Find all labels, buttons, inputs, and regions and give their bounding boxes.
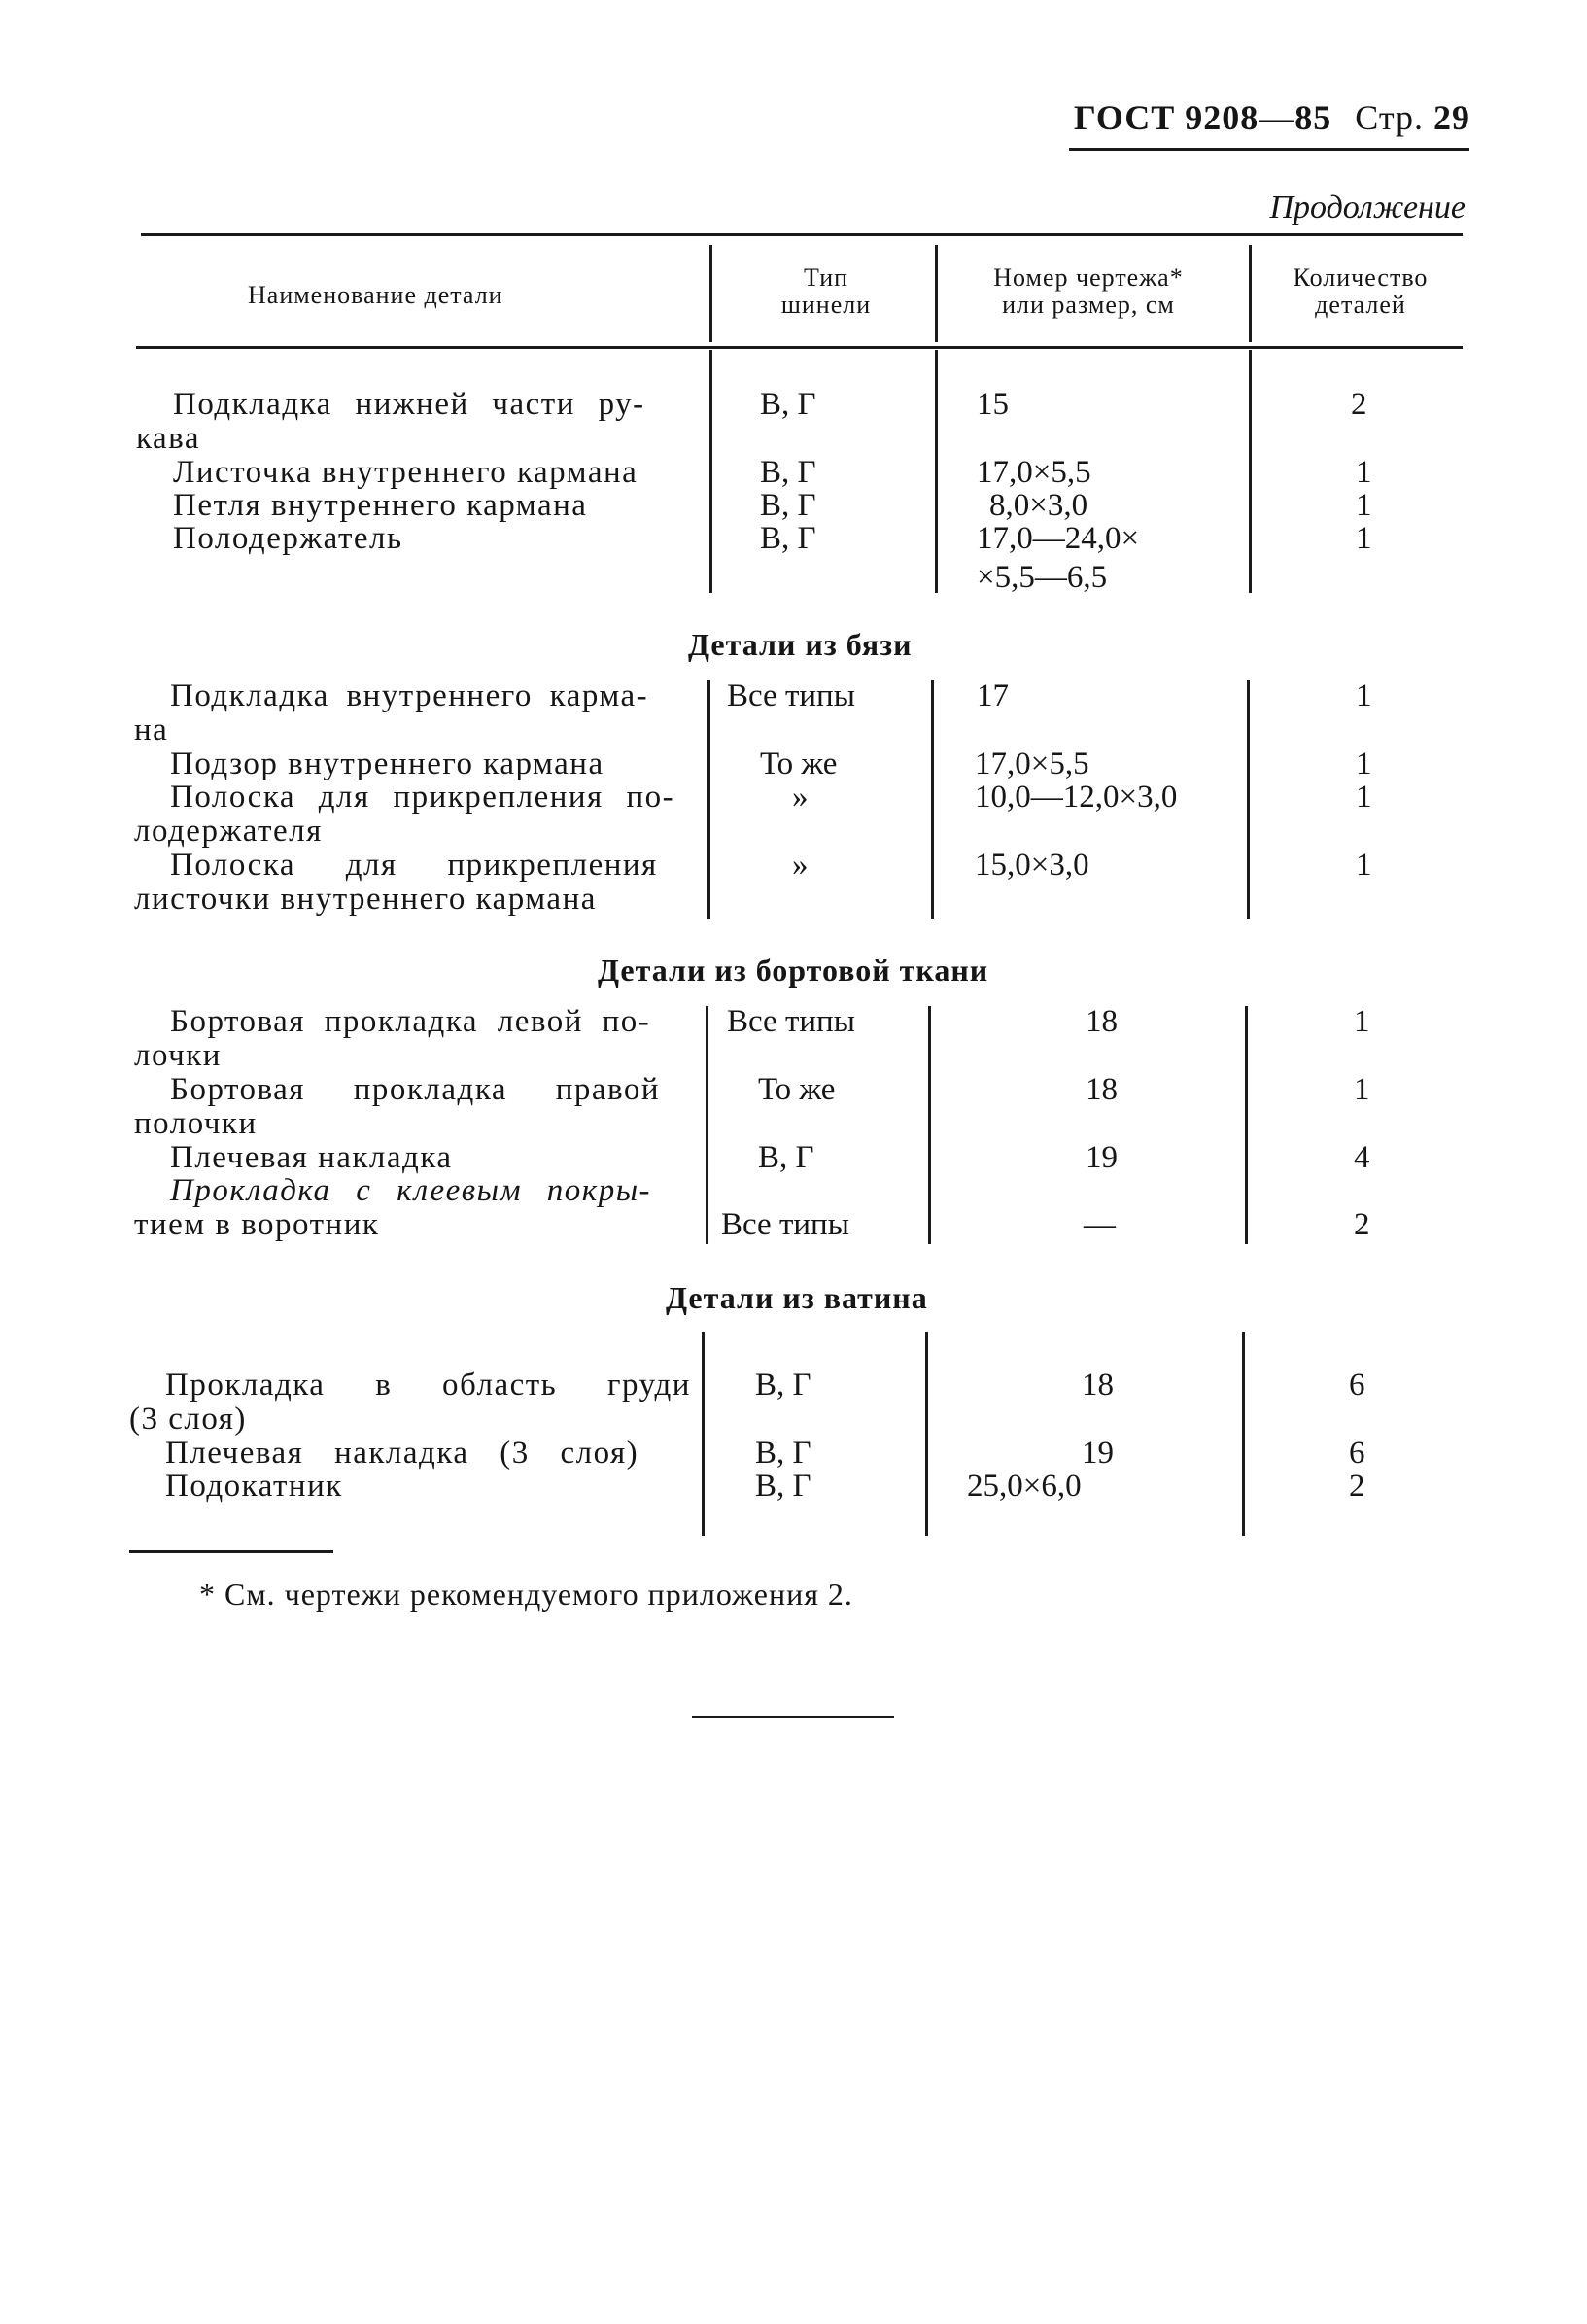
table-row-name: Плечевая накладка (3 слоя) [165, 1436, 639, 1471]
table-row-name: Полоска для прикрепления по- [170, 780, 675, 815]
table-row-type: В, Г [760, 455, 816, 490]
col-divider [706, 1006, 708, 1244]
col-divider [1247, 680, 1250, 919]
column-header-drawing [957, 264, 1220, 319]
table-row-size: 19 [1086, 1140, 1118, 1175]
table-row-size: 17,0—24,0× [977, 521, 1140, 556]
page-label-group [1355, 98, 1470, 137]
column-header-quantity-line2: деталей [1315, 291, 1406, 319]
table-row-size: 8,0×3,0 [989, 488, 1088, 523]
table-row-size: 18 [1082, 1368, 1114, 1403]
page-header [1074, 97, 1470, 138]
page-number: 29 [1433, 98, 1470, 137]
table-row-type: В, Г [760, 521, 816, 556]
table-row-type: В, Г [755, 1469, 811, 1504]
table-row-name: Петля внутреннего кармана [173, 488, 588, 523]
table-row-type: Все типы [727, 1004, 855, 1039]
table-row-qty: 1 [1354, 1004, 1370, 1039]
table-row-qty: 6 [1349, 1368, 1365, 1403]
table-row-type: В, Г [755, 1436, 811, 1471]
table-row-name: лодержателя [134, 814, 323, 849]
col-divider [707, 680, 710, 919]
footnote: * См. чертежи рекомендуемого приложения 2. [199, 1577, 853, 1612]
table-row-qty: 1 [1356, 455, 1372, 490]
footnote-rule [129, 1550, 333, 1553]
table-row-name: Прокладка в область груди [165, 1368, 691, 1403]
table-row-name: Прокладка с клеевым покры- [170, 1173, 652, 1208]
column-header-quantity [1268, 264, 1453, 319]
table-row-qty: 1 [1356, 678, 1372, 713]
col-divider [931, 680, 934, 919]
table-row-qty: 2 [1351, 387, 1367, 422]
table-row-size: 19 [1082, 1436, 1114, 1471]
table-row-type: В, Г [760, 387, 816, 422]
col-divider [702, 1332, 705, 1536]
column-header-drawing-line1: Номер чертежа* [993, 263, 1184, 292]
continuation-label: Продолжение [1269, 190, 1466, 225]
table-row-size: 15 [977, 387, 1009, 422]
table-row-name: Подкладка нижней части ру- [173, 387, 645, 422]
page-end-rule [692, 1716, 894, 1718]
column-header-type-line1: Тип [803, 263, 849, 292]
table-row-qty: 6 [1349, 1436, 1365, 1471]
table-row-size: 18 [1086, 1004, 1118, 1039]
table-row-type: В, Г [760, 488, 816, 523]
table-row-name: тием в воротник [134, 1207, 380, 1242]
table-row-name: Бортовая прокладка правой [170, 1072, 661, 1107]
table-row-qty: 1 [1354, 1072, 1370, 1107]
standard-number: ГОСТ 9208—85 [1073, 98, 1332, 137]
column-header-quantity-line1: Количество [1293, 263, 1429, 292]
table-row-name: Подокатник [165, 1469, 343, 1504]
col-divider [935, 350, 938, 593]
table-row-name: лочки [134, 1038, 222, 1073]
table-row-name: на [134, 712, 169, 747]
table-row-size: 17,0×5,5 [977, 455, 1091, 490]
section-heading: Детали из ватина [666, 1280, 928, 1315]
col-divider [1249, 350, 1252, 593]
table-row-type: Все типы [727, 678, 855, 713]
section-heading: Детали из бязи [688, 627, 913, 662]
column-header-type-line2: шинели [780, 291, 872, 319]
table-row-qty: 2 [1349, 1469, 1365, 1504]
table-row-type: » [792, 848, 809, 883]
column-header-name: Наименование детали [248, 281, 503, 309]
table-row-qty: 1 [1356, 848, 1372, 883]
table-top-rule [141, 233, 1463, 236]
table-row-size: 10,0—12,0×3,0 [975, 780, 1178, 815]
col-divider [709, 245, 712, 342]
table-row-type: Все типы [721, 1207, 849, 1242]
table-row-name: Листочка внутреннего кармана [173, 455, 638, 490]
table-row-name: полочки [134, 1106, 258, 1141]
table-row-name: кава [136, 421, 200, 456]
header-rule [1069, 148, 1469, 151]
section-heading: Детали из бортовой ткани [598, 953, 989, 988]
table-row-size: 25,0×6,0 [967, 1469, 1082, 1504]
table-row-size: — [1084, 1207, 1116, 1242]
table-row-name: Бортовая прокладка левой по- [170, 1004, 651, 1039]
column-header-drawing-line2: или размер, см [1002, 291, 1175, 319]
table-row-qty: 1 [1356, 488, 1372, 523]
table-row-type: То же [760, 746, 838, 781]
table-header-rule [136, 346, 1463, 349]
table-row-size: 17,0×5,5 [975, 746, 1089, 781]
table-row-name: листочки внутреннего кармана [134, 882, 597, 917]
column-header-type [748, 264, 904, 319]
table-row-name: Полодержатель [173, 521, 403, 556]
table-row-name: Подкладка внутреннего карма- [170, 678, 649, 713]
col-divider [1249, 245, 1252, 342]
col-divider [928, 1006, 931, 1244]
table-row-qty: 1 [1356, 521, 1372, 556]
table-row-type: » [792, 780, 809, 815]
table-row-size: 17 [977, 678, 1009, 713]
table-row-name: Полоска для прикрепления [170, 848, 658, 883]
table-row-size: 15,0×3,0 [975, 848, 1089, 883]
col-divider [1242, 1332, 1245, 1536]
table-row-qty: 1 [1356, 746, 1372, 781]
table-row-name: (3 слоя) [129, 1402, 247, 1437]
table-row-name: Подзор внутреннего кармана [170, 746, 604, 781]
page-label: Стр. [1355, 98, 1424, 137]
table-row-type: В, Г [758, 1140, 814, 1175]
table-row-qty: 4 [1354, 1140, 1370, 1175]
table-row-qty: 2 [1354, 1207, 1370, 1242]
col-divider [709, 350, 712, 593]
col-divider [1245, 1006, 1248, 1244]
table-row-qty: 1 [1356, 780, 1372, 815]
table-row-type: В, Г [755, 1368, 811, 1403]
table-row-name: Плечевая накладка [170, 1140, 453, 1175]
table-row-size: ×5,5—6,5 [977, 560, 1108, 595]
col-divider [935, 245, 938, 342]
table-row-size: 18 [1086, 1072, 1118, 1107]
col-divider [925, 1332, 928, 1536]
table-row-type: То же [758, 1072, 836, 1107]
